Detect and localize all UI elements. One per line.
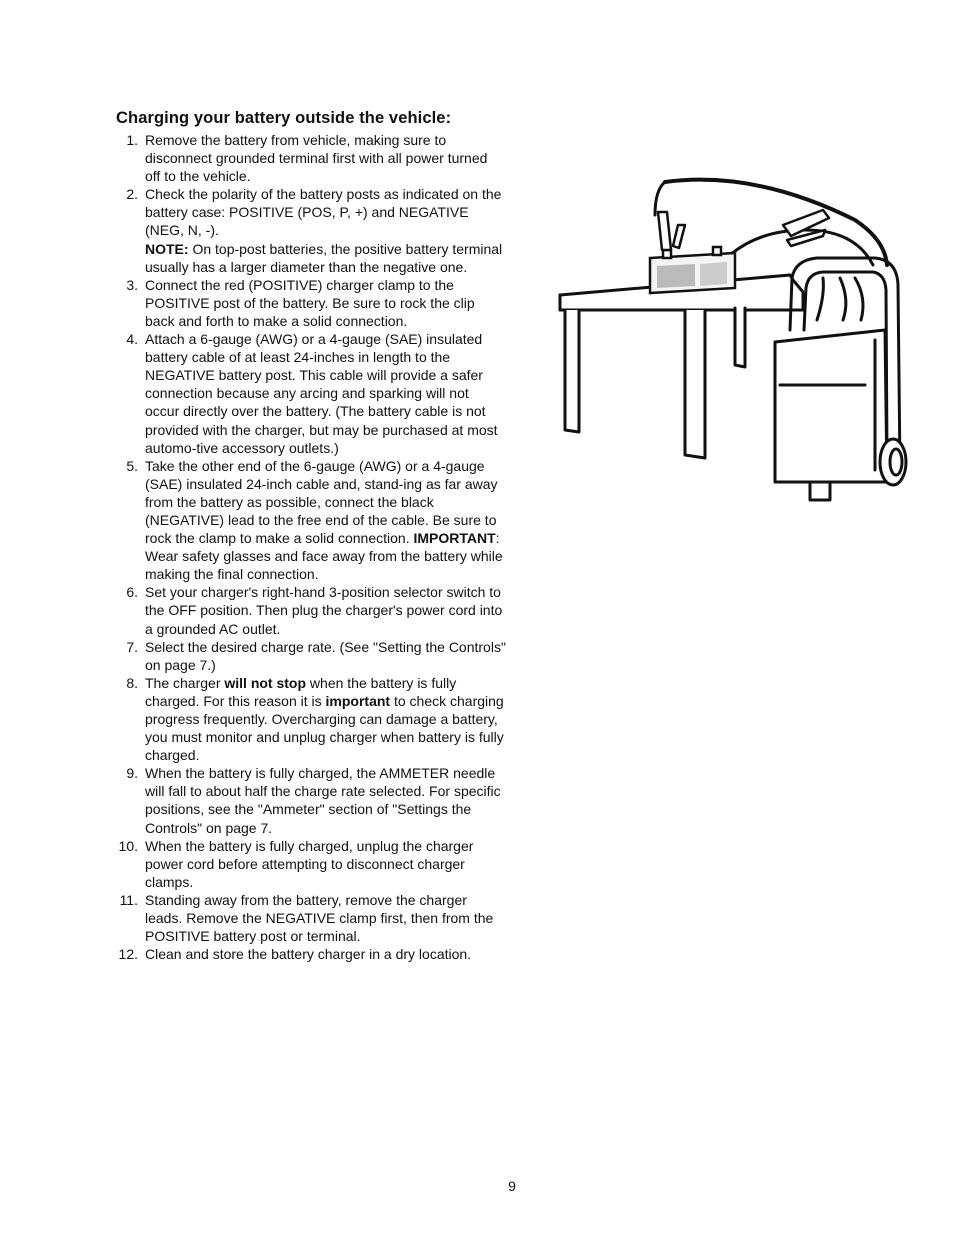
step-number: 6. [126, 584, 138, 601]
step-number: 8. [126, 674, 138, 691]
step-number: 11. [119, 891, 138, 908]
step-text-run: Set your charger's right-hand 3-position selector switch to the OFF position. Then plug the charger's power cord into a grounded AC outlet. [145, 584, 503, 637]
step-item [116, 583, 506, 637]
step-text-run: On top-post batteries, the positive battery terminal usually has a larger diameter than the negative one. [145, 240, 503, 275]
emphasis-text: IMPORTANT [413, 530, 496, 547]
step-text-run: Take the other end of the 6-gauge (AWG) or a 4-gauge (SAE) insulated 24-inch cable and, stand-ing as far away from the battery as possible, connect the black (NEGATIVE) lead to the free end of the cable. Be sure to rock the clamp to make a solid connection. [145, 457, 498, 547]
step-item [116, 330, 506, 457]
step-number: 12. [118, 946, 138, 963]
step-item [116, 276, 506, 330]
page-number: 9 [508, 1178, 516, 1194]
step-text [145, 837, 506, 891]
step-item [116, 185, 506, 275]
instruction-list [116, 131, 506, 963]
step-text-run: when the battery is fully charged. For this reason it is [145, 674, 457, 709]
step-item [116, 837, 506, 891]
step-text [145, 674, 506, 764]
step-item [116, 945, 506, 963]
step-item [116, 891, 506, 945]
step-text-run: : Wear safety glasses and face away from the battery while making the final connection. [145, 530, 503, 583]
emphasis-text: NOTE: [145, 240, 189, 257]
step-text [145, 638, 506, 674]
battery-charging-illustration [555, 170, 915, 515]
step-text [145, 764, 506, 836]
step-text-run: to check charging progress frequently. Overcharging can damage a battery, you must monitor and unplug charger when battery is fully charged. [145, 692, 504, 764]
step-text [145, 276, 506, 330]
step-text [145, 330, 506, 457]
emphasis-text: will not stop [224, 674, 307, 691]
step-text-run: When the battery is fully charged, the AMMETER needle will fall to about half the charge rate selected. For specific positions, see the "Ammeter" section of "Settings the Controls" on page 7. [145, 765, 501, 836]
step-number: 9. [126, 765, 138, 782]
step-number: 4. [126, 331, 138, 348]
step-item [116, 131, 506, 185]
step-text-run: When the battery is fully charged, unplug the charger power cord before attempting to disconnect charger clamps. [145, 837, 474, 890]
step-text [145, 185, 506, 239]
step-note [145, 240, 506, 276]
step-text [145, 457, 506, 584]
step-text [145, 891, 506, 945]
step-text-run: Check the polarity of the battery posts as indicated on the battery case: POSITIVE (POS, P, +) and NEGATIVE (NEG, N, -). [145, 186, 502, 239]
step-number: 10. [118, 837, 138, 854]
step-text-run: Attach a 6-gauge (AWG) or a 4-gauge (SAE) insulated battery cable of at least 24-inches in length to the NEGATIVE battery post. This cable will provide a safer connection because any arcing and sparking will not occur directly over the battery. (The battery cable is not provided with the charger, but may be purchased at most automo-tive accessory outlets.) [145, 331, 498, 456]
step-item [116, 674, 506, 764]
step-text-run: Standing away from the battery, remove the charger leads. Remove the NEGATIVE clamp first, then from the POSITIVE battery post or terminal. [145, 891, 494, 945]
step-item [116, 457, 506, 584]
step-item [116, 764, 506, 836]
step-text-run: Connect the red (POSITIVE) charger clamp to the POSITIVE post of the battery. Be sure to rock the clip back and forth to make a solid connection. [145, 276, 475, 329]
step-item [116, 638, 506, 674]
step-text [145, 131, 506, 185]
step-text [145, 583, 506, 637]
emphasis-text: important [325, 692, 391, 709]
step-number: 3. [126, 276, 138, 293]
section-heading: Charging your battery outside the vehicle: [116, 109, 452, 127]
step-number: 5. [126, 457, 138, 474]
step-text-run: The charger [145, 674, 225, 691]
step-text-run: Clean and store the battery charger in a dry location. [145, 946, 472, 963]
step-number: 2. [126, 186, 138, 203]
step-text-run: Select the desired charge rate. (See "Setting the Controls" on page 7.) [145, 638, 506, 673]
step-text [145, 945, 506, 963]
step-number: 1. [126, 132, 138, 148]
step-text-run: Remove the battery from vehicle, making sure to disconnect grounded terminal first with all power turned off to the vehicle. [145, 132, 488, 185]
step-number: 7. [126, 638, 138, 655]
